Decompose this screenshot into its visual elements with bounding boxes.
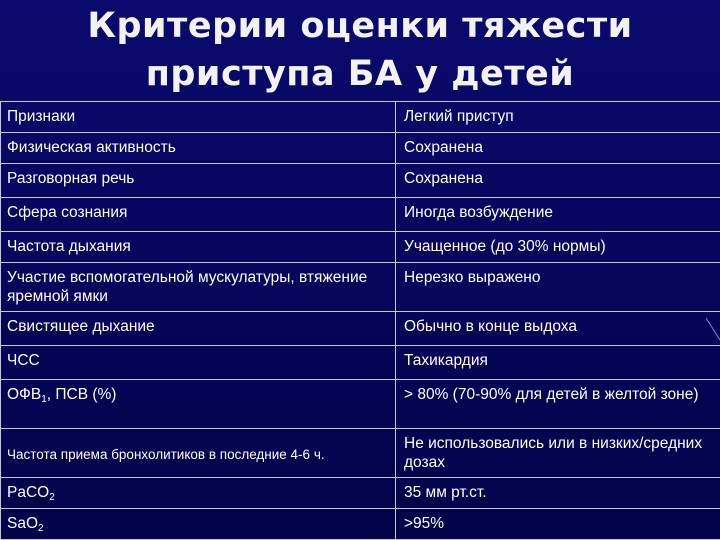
value-cell: Тахикардия bbox=[396, 346, 720, 380]
table-row bbox=[1, 346, 720, 380]
value-cell: Обычно в конце выдоха bbox=[396, 312, 720, 346]
subscript: 2 bbox=[38, 523, 44, 534]
value-cell: 35 мм рт.ст. bbox=[396, 478, 720, 509]
table-row bbox=[1, 312, 720, 346]
sign-cell bbox=[1, 478, 396, 509]
table-row bbox=[1, 509, 720, 540]
sign-cell: Свистящее дыхание bbox=[1, 312, 396, 346]
sign-cell: Частота приема бронхолитиков в последние 4-6 ч. bbox=[1, 429, 396, 478]
value-cell: Иногда возбуждение bbox=[396, 198, 720, 232]
table-row bbox=[1, 380, 720, 429]
subscript: 2 bbox=[49, 492, 55, 503]
value-cell: Не использовались или в низких/средних дозах bbox=[396, 429, 720, 478]
sign-cell bbox=[1, 509, 396, 540]
sign-cell: Частота дыхания bbox=[1, 232, 396, 263]
sign-text: SaO bbox=[7, 515, 39, 532]
decorative-line bbox=[706, 318, 720, 340]
sign-text: PaCO bbox=[7, 484, 50, 501]
table-row bbox=[1, 164, 720, 198]
sign-cell: Физическая активность bbox=[1, 133, 396, 164]
title-line-1: Критерии оценки тяжести bbox=[87, 6, 633, 46]
sign-cell bbox=[1, 380, 396, 429]
table-row bbox=[1, 429, 720, 478]
title-line-2: приступа БА у детей bbox=[145, 54, 575, 94]
header-cell-mild-attack: Легкий приступ bbox=[396, 102, 720, 133]
sign-cell: Сфера сознания bbox=[1, 198, 396, 232]
header-cell-criteria: Признаки bbox=[1, 102, 396, 133]
table-row bbox=[1, 133, 720, 164]
sign-cell: Участие вспомогательной мускулатуры, втяжение яремной ямки bbox=[1, 263, 396, 312]
value-cell: >95% bbox=[396, 509, 720, 540]
value-cell: Учащенное (до 30% нормы) bbox=[396, 232, 720, 263]
table-row bbox=[1, 263, 720, 312]
table-row bbox=[1, 232, 720, 263]
slide-title bbox=[0, 2, 720, 98]
value-cell: Сохранена bbox=[396, 133, 720, 164]
value-cell: > 80% (70-90% для детей в желтой зоне) bbox=[396, 380, 720, 429]
criteria-table bbox=[0, 101, 720, 540]
table-row bbox=[1, 198, 720, 232]
table-row bbox=[1, 478, 720, 509]
value-cell: Нерезко выражено bbox=[396, 263, 720, 312]
sign-text: ОФВ bbox=[7, 386, 42, 403]
sign-cell: ЧСС bbox=[1, 346, 396, 380]
sign-text-suffix: , ПСВ (%) bbox=[46, 386, 117, 403]
value-cell: Сохранена bbox=[396, 164, 720, 198]
table-header-row bbox=[1, 102, 720, 133]
subscript: 1 bbox=[41, 394, 47, 405]
sign-cell: Разговорная речь bbox=[1, 164, 396, 198]
